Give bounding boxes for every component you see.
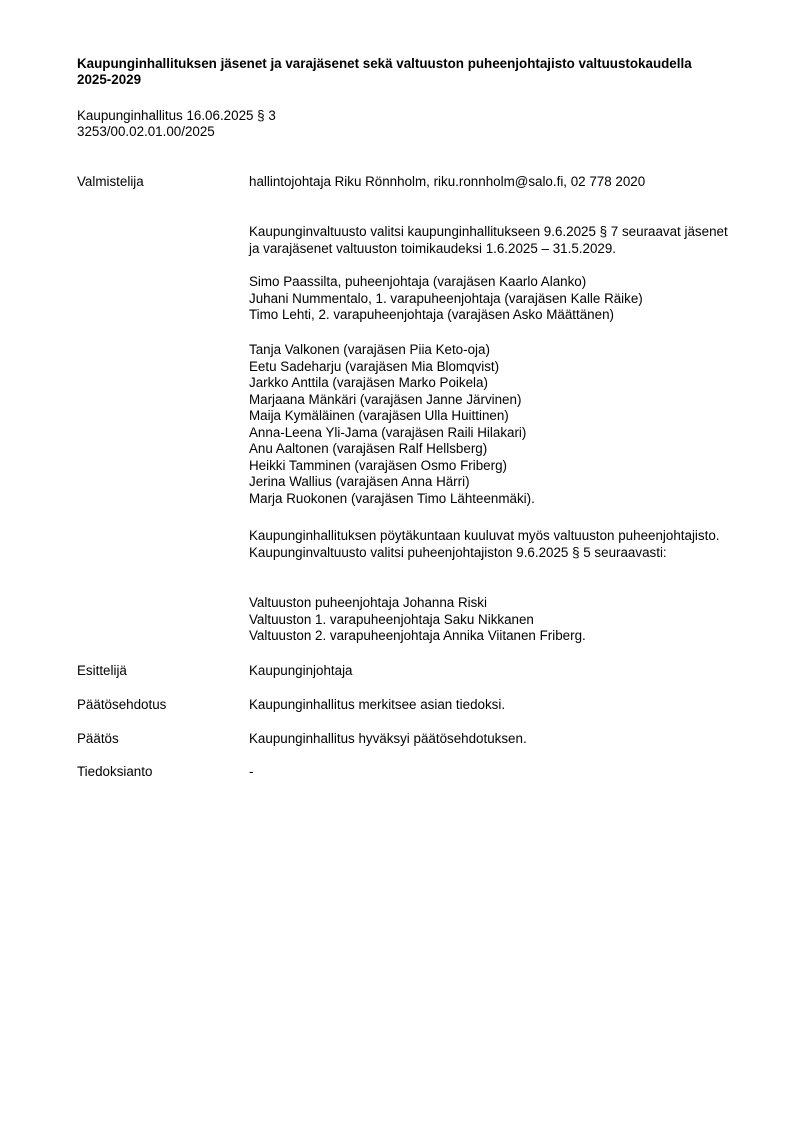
council-intro-text: Kaupunginhallituksen pöytäkuntaan kuuluvat myös valtuuston puheenjohtajisto. Kaupunginvaltuusto valitsi puheenjohtajiston 9.6.2025 § 5 seuraavasti: (249, 528, 720, 560)
presenter-value: Kaupunginjohtaja (249, 663, 353, 678)
document-title: Kaupunginhallituksen jäsenet ja varajäsenet sekä valtuuston puheenjohtajisto valtuustokaudella 2025-2029 (77, 56, 692, 87)
intro-text: Kaupunginvaltuusto valitsi kaupunginhallitukseen 9.6.2025 § 7 seuraavat jäsenet ja varajäsenet valtuuston toimikaudeksi 1.6.2025 – 31.5.2029. (249, 224, 728, 256)
list-item: Heikki Tamminen (varajäsen Osmo Friberg) (249, 457, 507, 473)
list-item: Jerina Wallius (varajäsen Anna Härri) (249, 474, 470, 489)
list-item: Marjaana Mänkäri (varajäsen Janne Järvinen) (249, 391, 522, 407)
chair-list (249, 274, 734, 324)
notice-label: Tiedoksianto (77, 764, 153, 779)
list-item: Valtuuston puheenjohtaja Johanna Riski (249, 595, 487, 610)
notice-value: - (249, 764, 254, 779)
preparer-label: Valmistelija (77, 174, 144, 189)
list-item: Maija Kymäläinen (varajäsen Ulla Huittinen) (249, 408, 509, 423)
list-item: Jarkko Anttila (varajäsen Marko Poikela) (249, 375, 488, 390)
decision-value: Kaupunginhallitus hyväksyi päätösehdotuksen. (249, 731, 527, 746)
list-item: Eetu Sadeharju (varajäsen Mia Blomqvist) (249, 358, 500, 374)
list-item: Juhani Nummentalo, 1. varapuheenjohtaja (varajäsen Kalle Räike) (249, 290, 643, 306)
council-intro-paragraph (249, 528, 734, 561)
list-item: Valtuuston 2. varapuheenjohtaja Annika Viitanen Friberg. (249, 628, 586, 643)
council-chair-list (249, 595, 734, 645)
reference-number: 3253/00.02.01.00/2025 (77, 124, 215, 139)
preparer-value: hallintojohtaja Riku Rönnholm, riku.ronnholm@salo.fi, 02 778 2020 (249, 174, 646, 189)
list-item: Marja Ruokonen (varajäsen Timo Lähteenmäki). (249, 490, 535, 506)
intro-paragraph (249, 224, 734, 257)
list-item: Anna-Leena Yli-Jama (varajäsen Raili Hilakari) (249, 424, 527, 440)
proposal-value: Kaupunginhallitus merkitsee asian tiedoksi. (249, 697, 506, 712)
list-item: Simo Paassilta, puheenjohtaja (varajäsen Kaarlo Alanko) (249, 274, 587, 289)
proposal-label: Päätösehdotus (77, 697, 167, 712)
decision-label: Päätös (77, 731, 119, 746)
meeting-info (77, 108, 276, 140)
list-item: Timo Lehti, 2. varapuheenjohtaja (varajäsen Asko Määttänen) (249, 307, 614, 322)
list-item: Anu Aaltonen (varajäsen Ralf Hellsberg) (249, 441, 488, 456)
list-item: Tanja Valkonen (varajäsen Piia Keto-oja) (249, 342, 490, 357)
member-list (249, 342, 734, 507)
meeting-line: Kaupunginhallitus 16.06.2025 § 3 (77, 108, 276, 123)
list-item: Valtuuston 1. varapuheenjohtaja Saku Nikkanen (249, 611, 534, 627)
presenter-label: Esittelijä (77, 663, 127, 678)
